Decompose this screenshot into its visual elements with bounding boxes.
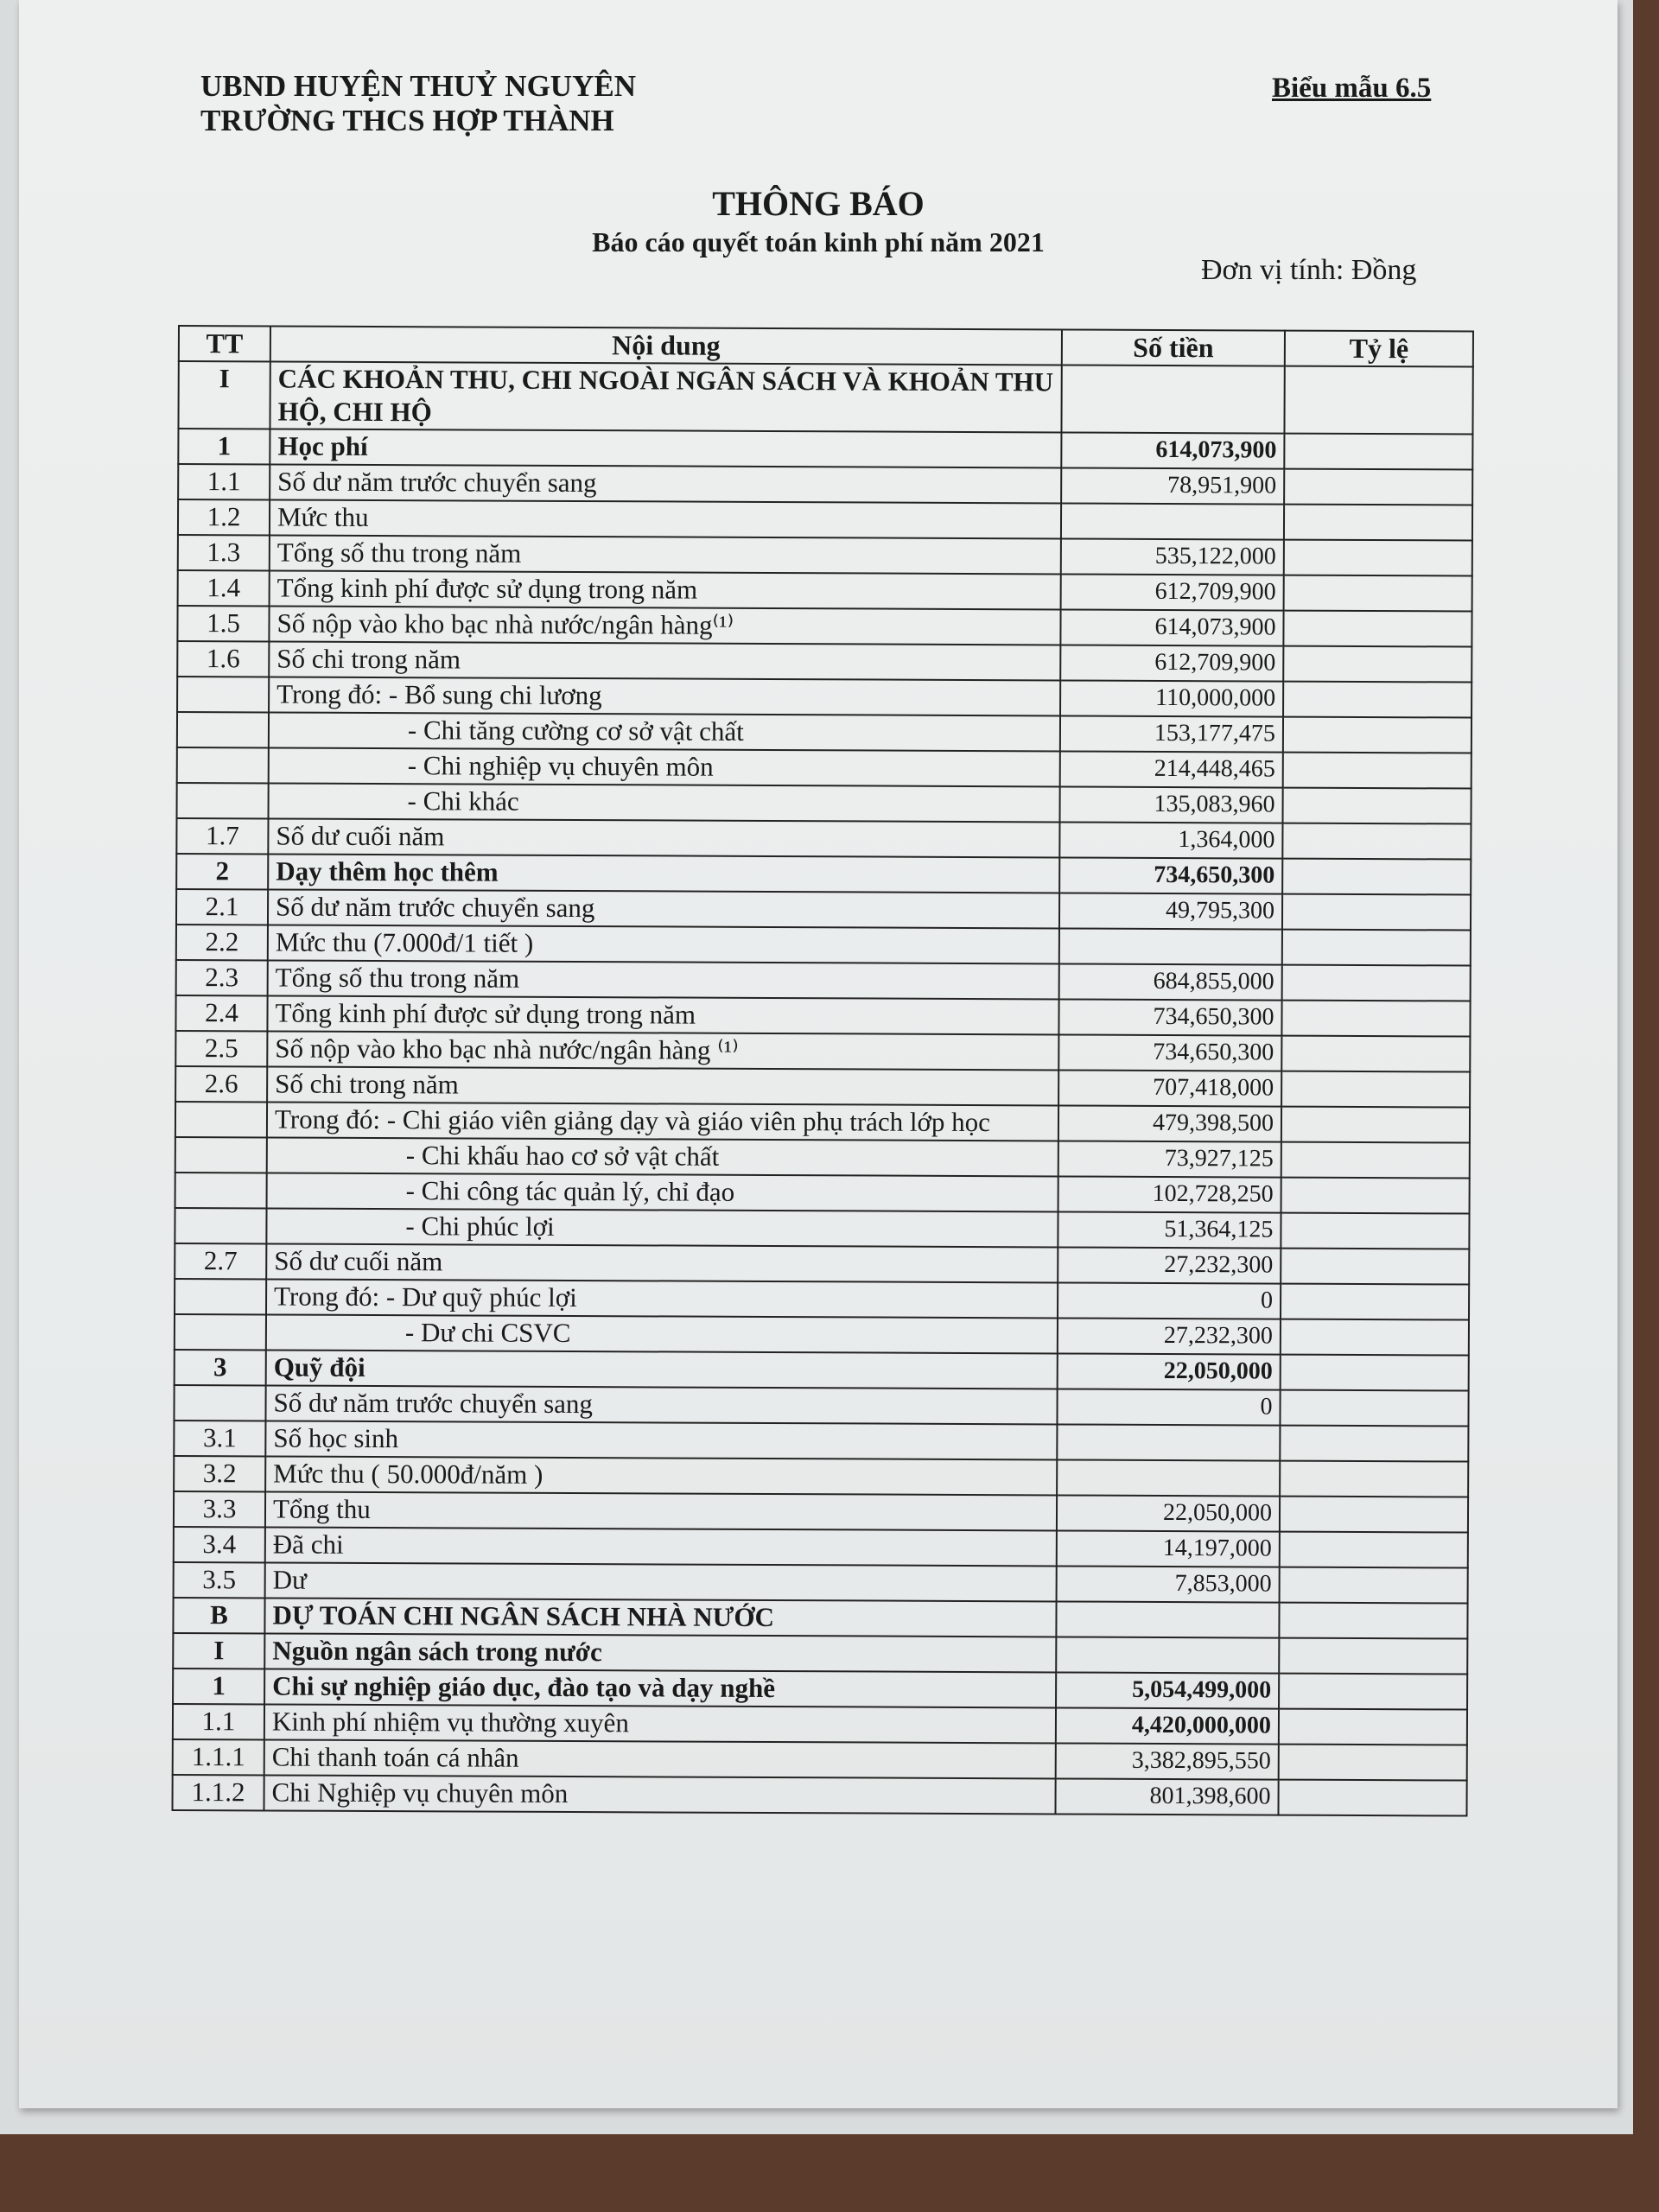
row-rate <box>1281 1284 1469 1320</box>
row-rate <box>1284 540 1472 576</box>
row-rate <box>1284 366 1472 435</box>
row-rate <box>1281 1249 1469 1285</box>
row-content: Chi Nghiệp vụ chuyên môn <box>264 1775 1055 1814</box>
row-number <box>175 1314 266 1350</box>
table-row <box>175 1350 1469 1391</box>
table-row <box>173 1739 1467 1781</box>
document-subtitle: Báo cáo quyết toán kinh phí năm 2021 <box>592 226 1045 257</box>
row-amount: 535,122,000 <box>1061 538 1284 575</box>
table-row <box>175 1314 1469 1356</box>
col-content: Nội dung <box>270 326 1062 365</box>
col-tt: TT <box>179 326 270 361</box>
row-amount: 27,232,300 <box>1058 1318 1281 1354</box>
row-number <box>177 677 269 712</box>
table-row <box>173 1598 1467 1639</box>
table-row <box>177 606 1471 647</box>
row-amount: 7,853,000 <box>1057 1566 1280 1602</box>
row-number <box>175 1208 266 1243</box>
table-row <box>174 1456 1468 1497</box>
table-row <box>176 889 1471 931</box>
row-rate <box>1279 1745 1467 1781</box>
table-row <box>174 1562 1468 1604</box>
table-row <box>177 677 1471 718</box>
table-row <box>178 429 1472 470</box>
row-rate <box>1281 1319 1469 1356</box>
row-rate <box>1282 788 1471 824</box>
row-content: DỰ TOÁN CHI NGÂN SÁCH NHÀ NƯỚC <box>264 1598 1056 1637</box>
row-rate <box>1283 646 1471 683</box>
row-content: Mức thu ( 50.000đ/năm ) <box>265 1456 1057 1495</box>
row-content: Trong đó: - Chi giáo viên giảng dạy và giáo viên phụ trách lớp học <box>267 1102 1058 1141</box>
col-amount: Số tiền <box>1062 329 1285 365</box>
row-number: 1.3 <box>178 535 270 570</box>
row-amount: 612,709,900 <box>1061 574 1284 610</box>
row-number: 1.1 <box>178 464 270 499</box>
row-number: 1.4 <box>178 570 270 606</box>
row-rate <box>1281 1036 1470 1072</box>
row-number: 1 <box>178 429 270 464</box>
row-number: 1.5 <box>177 606 269 641</box>
row-amount: 612,709,900 <box>1060 645 1283 681</box>
row-amount <box>1056 1601 1279 1637</box>
row-rate <box>1281 1107 1470 1143</box>
table-row <box>175 1102 1470 1143</box>
row-amount: 3,382,895,550 <box>1056 1743 1279 1779</box>
row-amount: 135,083,960 <box>1059 786 1282 823</box>
table-row <box>177 747 1471 789</box>
row-amount: 22,050,000 <box>1057 1495 1280 1531</box>
row-content: Mức thu <box>270 499 1061 538</box>
row-amount: 110,000,000 <box>1060 680 1283 716</box>
row-rate <box>1278 1780 1466 1816</box>
row-amount <box>1061 503 1284 539</box>
row-number: 2 <box>176 854 268 889</box>
row-rate <box>1279 1603 1467 1639</box>
row-amount: 22,050,000 <box>1058 1353 1281 1389</box>
row-content: Số chi trong năm <box>269 641 1060 680</box>
row-number: 1.1.1 <box>173 1739 264 1775</box>
row-content: Số nộp vào kho bạc nhà nước/ngân hàng ⁽¹⁾ <box>267 1031 1058 1070</box>
row-content: Trong đó: - Bổ sung chi lương <box>269 677 1060 715</box>
row-amount <box>1056 1637 1279 1673</box>
row-number: 1.7 <box>176 818 268 854</box>
table-row <box>175 995 1470 1037</box>
row-rate <box>1282 859 1471 895</box>
row-content: Mức thu (7.000đ/1 tiết ) <box>268 925 1059 963</box>
table-row <box>176 818 1471 860</box>
row-content: - Chi nghiệp vụ chuyên môn <box>269 747 1060 786</box>
row-number: 3.4 <box>174 1527 265 1562</box>
row-amount: 734,650,300 <box>1058 1034 1281 1071</box>
row-amount: 684,855,000 <box>1059 963 1282 1000</box>
organization-header <box>200 69 636 138</box>
table-row <box>176 854 1471 895</box>
row-rate <box>1279 1709 1467 1745</box>
row-number: 2.6 <box>175 1066 267 1102</box>
row-rate <box>1283 717 1471 753</box>
row-rate <box>1281 1071 1470 1108</box>
row-amount: 801,398,600 <box>1055 1778 1278 1815</box>
table-row <box>178 499 1472 541</box>
row-amount: 479,398,500 <box>1058 1105 1281 1141</box>
table-row <box>175 1243 1469 1285</box>
row-number <box>175 1137 267 1173</box>
col-rate: Tỷ lệ <box>1285 331 1473 367</box>
row-content: Tổng kinh phí được sử dụng trong năm <box>267 995 1058 1034</box>
row-rate <box>1284 575 1472 612</box>
row-number: 1.2 <box>178 499 270 535</box>
row-number <box>177 747 269 783</box>
table-row <box>172 1775 1466 1816</box>
row-rate <box>1281 1142 1470 1179</box>
row-rate <box>1280 1426 1468 1462</box>
row-rate <box>1283 753 1471 789</box>
org-line-2: TRƯỜNG THCS HỢP THÀNH <box>200 104 614 137</box>
row-content: Dạy thêm học thêm <box>268 854 1059 893</box>
table-row <box>178 570 1472 612</box>
row-number: 3.5 <box>174 1562 265 1598</box>
row-amount: 734,650,300 <box>1058 999 1281 1035</box>
row-amount: 51,364,125 <box>1058 1211 1281 1248</box>
row-content: - Dư chi CSVC <box>266 1314 1058 1353</box>
row-rate <box>1282 965 1471 1001</box>
row-content: Số dư năm trước chuyển sang <box>270 464 1061 503</box>
row-content: Số dư năm trước chuyển sang <box>268 889 1059 928</box>
row-amount: 214,448,465 <box>1060 751 1283 787</box>
row-content: Dư <box>265 1562 1057 1601</box>
table-row <box>175 1137 1470 1179</box>
row-rate <box>1283 682 1471 718</box>
row-content: Chi thanh toán cá nhân <box>264 1739 1056 1778</box>
row-amount: 1,364,000 <box>1059 822 1282 858</box>
document-title: THÔNG BÁO <box>712 184 925 223</box>
row-number <box>177 783 269 818</box>
table-row <box>175 1031 1470 1072</box>
row-rate <box>1282 894 1471 931</box>
row-number: 2.3 <box>176 960 268 995</box>
table-row <box>178 464 1472 505</box>
table-row <box>175 1279 1469 1320</box>
row-content: Tổng số thu trong năm <box>270 535 1061 574</box>
row-rate <box>1282 823 1471 860</box>
row-content: Số học sinh <box>265 1421 1057 1459</box>
row-content: Đã chi <box>265 1527 1057 1566</box>
row-number <box>174 1385 265 1421</box>
table-row <box>176 925 1471 966</box>
table-row <box>175 1066 1470 1108</box>
row-content: - Chi tăng cường cơ sở vật chất <box>269 712 1060 751</box>
org-line-1: UBND HUYỆN THUỶ NGUYÊN <box>200 69 636 103</box>
table-body <box>172 361 1472 1816</box>
form-number: Biểu mẫu 6.5 <box>1272 73 1432 104</box>
table-row <box>178 361 1472 435</box>
row-amount: 49,795,300 <box>1059 893 1282 929</box>
row-amount <box>1061 365 1284 433</box>
row-number: 2.7 <box>175 1243 266 1279</box>
row-number: I <box>173 1633 264 1669</box>
table-row <box>174 1385 1468 1427</box>
row-amount: 14,197,000 <box>1057 1530 1280 1567</box>
row-number: 2.2 <box>176 925 268 960</box>
table-row <box>177 783 1471 824</box>
row-rate <box>1281 1355 1469 1391</box>
row-content: Tổng thu <box>265 1491 1057 1530</box>
row-rate <box>1281 1178 1470 1214</box>
row-number: 2.5 <box>175 1031 267 1066</box>
row-amount: 4,420,000,000 <box>1056 1707 1279 1744</box>
row-amount: 0 <box>1058 1282 1281 1319</box>
row-rate <box>1282 930 1471 966</box>
table-row <box>175 1173 1470 1214</box>
row-content: Tổng kinh phí được sử dụng trong năm <box>270 570 1061 609</box>
row-rate <box>1279 1638 1467 1675</box>
row-amount: 78,951,900 <box>1061 467 1284 504</box>
row-rate <box>1279 1674 1467 1710</box>
row-amount: 102,728,250 <box>1058 1176 1281 1212</box>
row-content: - Chi công tác quản lý, chỉ đạo <box>267 1173 1058 1211</box>
row-rate <box>1280 1532 1468 1568</box>
row-content: Học phí <box>270 429 1061 467</box>
row-content: - Chi khấu hao cơ sở vật chất <box>267 1137 1058 1176</box>
row-number <box>175 1173 267 1208</box>
row-amount: 614,073,900 <box>1061 432 1284 468</box>
row-content: Số dư cuối năm <box>266 1243 1058 1282</box>
row-rate <box>1280 1461 1468 1497</box>
row-content: Nguồn ngân sách trong nước <box>264 1633 1056 1672</box>
table-row <box>173 1633 1467 1675</box>
row-content: Số dư cuối năm <box>268 818 1059 857</box>
row-number <box>175 1102 267 1137</box>
table-header-row <box>179 326 1473 367</box>
table-row <box>175 1208 1469 1249</box>
settlement-table <box>171 325 1473 1817</box>
row-content: Tổng số thu trong năm <box>268 960 1059 999</box>
row-content: CÁC KHOẢN THU, CHI NGOÀI NGÂN SÁCH VÀ KHOẢN THU HỘ, CHI HỘ <box>270 361 1061 432</box>
row-number <box>177 712 269 747</box>
row-amount: 734,650,300 <box>1059 857 1282 893</box>
row-rate <box>1281 1213 1469 1249</box>
table-row <box>177 641 1471 683</box>
table-row <box>176 960 1471 1001</box>
row-content: Kinh phí nhiệm vụ thường xuyên <box>264 1704 1056 1743</box>
row-number: I <box>178 361 270 429</box>
table-row <box>174 1491 1468 1533</box>
row-amount: 614,073,900 <box>1060 609 1283 645</box>
currency-unit: Đơn vị tính: Đồng <box>1201 254 1417 286</box>
row-content: Số nộp vào kho bạc nhà nước/ngân hàng⁽¹⁾ <box>269 606 1060 645</box>
row-rate <box>1280 1497 1468 1533</box>
row-number: 1 <box>173 1669 264 1704</box>
row-content: Chi sự nghiệp giáo dục, đào tạo và dạy nghề <box>264 1669 1056 1707</box>
row-content: Số chi trong năm <box>267 1066 1058 1105</box>
table-row <box>173 1704 1467 1745</box>
row-amount <box>1059 928 1282 964</box>
table-row <box>173 1669 1467 1710</box>
row-amount: 707,418,000 <box>1058 1070 1281 1106</box>
row-rate <box>1280 1390 1468 1427</box>
row-amount: 73,927,125 <box>1058 1141 1281 1177</box>
row-number: 1.1.2 <box>172 1775 264 1810</box>
row-rate <box>1284 434 1472 470</box>
row-content: Trong đó: - Dư quỹ phúc lợi <box>266 1279 1058 1318</box>
row-amount <box>1057 1459 1280 1496</box>
row-content: - Chi khác <box>269 783 1060 822</box>
row-amount: 5,054,499,000 <box>1056 1672 1279 1708</box>
row-amount: 153,177,475 <box>1060 715 1283 752</box>
row-number: 2.4 <box>175 995 267 1031</box>
row-number: 3.1 <box>174 1421 265 1456</box>
table-row <box>178 535 1472 576</box>
row-number: 3.2 <box>174 1456 265 1491</box>
row-number <box>175 1279 266 1314</box>
row-rate <box>1284 469 1472 505</box>
row-number: 2.1 <box>176 889 268 925</box>
row-rate <box>1283 611 1471 647</box>
table-row <box>177 712 1471 753</box>
row-content: Số dư năm trước chuyển sang <box>265 1385 1057 1424</box>
table-row <box>174 1421 1468 1462</box>
table-row <box>174 1527 1468 1568</box>
row-number: 1.6 <box>177 641 269 677</box>
row-rate <box>1284 505 1472 541</box>
row-content: Quỹ đội <box>266 1350 1058 1389</box>
row-rate <box>1281 1001 1470 1037</box>
row-amount <box>1057 1424 1280 1460</box>
row-amount: 27,232,300 <box>1058 1247 1281 1283</box>
row-number: 3 <box>175 1350 266 1385</box>
row-amount: 0 <box>1057 1389 1280 1425</box>
row-number: 1.1 <box>173 1704 264 1739</box>
row-number: 3.3 <box>174 1491 265 1527</box>
row-rate <box>1280 1567 1468 1604</box>
row-content: - Chi phúc lợi <box>266 1208 1058 1247</box>
row-number: B <box>173 1598 264 1633</box>
